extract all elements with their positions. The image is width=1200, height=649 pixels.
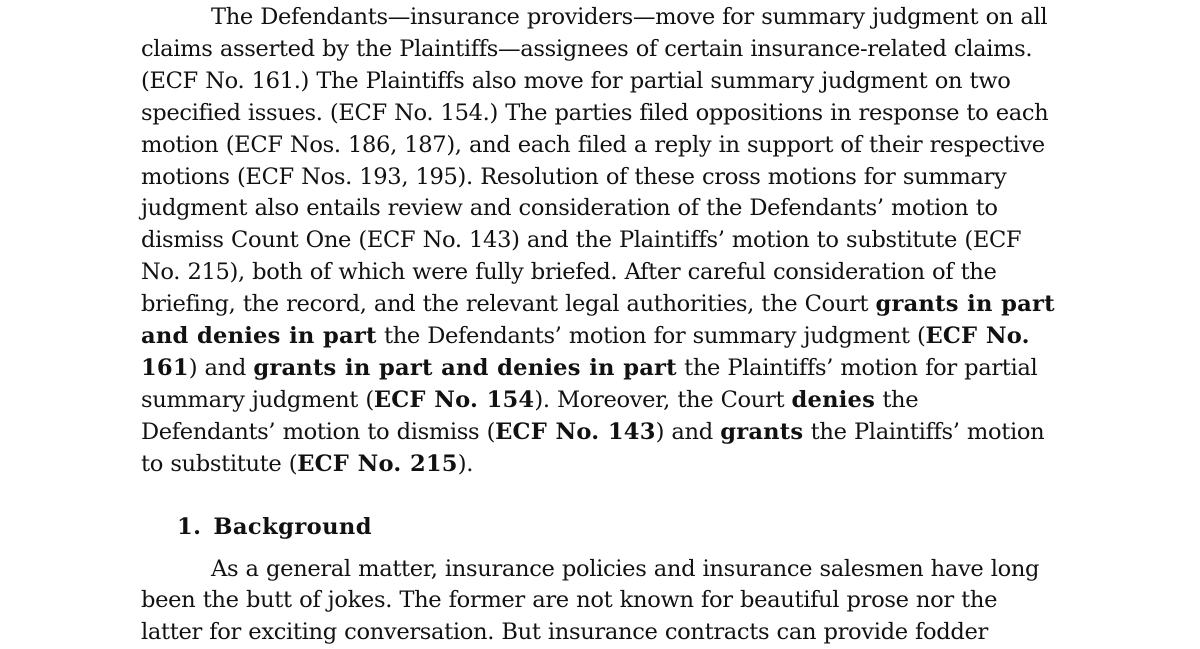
- para1-seg-0: The Defendants—insurance providers—move for summary judgment on all claims asserted by the Plaintiffs—assignees of certain insurance-related claims. (ECF No. 161.) The Plaintiffs also move for partial summary judgment on two specified issues. (ECF No. 154.) The parties filed oppositions in response to each motion (ECF Nos. 186, 187), and each filed a reply in support of their respective motions (ECF Nos. 193, 195). Resolution of these cross motions for summary judgment also entails review and consideration of the Defendants’ motion to dismiss Count One (ECF No. 143) and the Plaintiffs’ motion to substitute (ECF No. 215), both of which were fully briefed. After careful consideration of the briefing, the record, and the relevant legal authorities, the Court: [141, 4, 1048, 317]
- para1-seg-10: the Defendants’ motion to dismiss (: [141, 387, 918, 445]
- para1-seg-7-bold: ECF No. 154: [374, 387, 535, 413]
- para1-seg-13-bold: grants: [720, 419, 803, 445]
- para1-seg-12: ) and: [656, 419, 721, 445]
- para1-seg-6: the Plaintiffs’ motion for partial summary judgment (: [141, 355, 1037, 413]
- para1-seg-3-bold: ECF No. 161: [141, 323, 1030, 381]
- para1-seg-9-bold: denies: [792, 387, 875, 413]
- section-title: Background: [213, 514, 372, 540]
- paragraph-background: As a general matter, insurance policies and insurance salesmen have long been the butt of jokes. The former are not known for beautiful prose nor the latter for exciting conversation. But insurance contracts can provide fodder: [141, 554, 1056, 649]
- section-number: 1.: [177, 512, 201, 544]
- para1-seg-2: the Defendants’ motion for summary judgment (: [377, 323, 926, 349]
- para1-seg-15-bold: ECF No. 215: [297, 451, 458, 477]
- para1-seg-16: ).: [458, 451, 473, 477]
- para1-seg-11-bold: ECF No. 143: [495, 419, 656, 445]
- document-page: [141, 2, 1056, 649]
- paragraph-intro: [141, 2, 1056, 481]
- para1-seg-8: ). Moreover, the Court: [534, 387, 791, 413]
- section-heading-background: [141, 512, 1056, 544]
- para1-seg-4: ) and: [189, 355, 254, 381]
- para1-seg-1-bold: grants in part and denies in part: [141, 291, 1055, 349]
- para1-seg-5-bold: grants in part and denies in part: [253, 355, 676, 381]
- para1-seg-14: the Plaintiffs’ motion to substitute (: [141, 419, 1044, 477]
